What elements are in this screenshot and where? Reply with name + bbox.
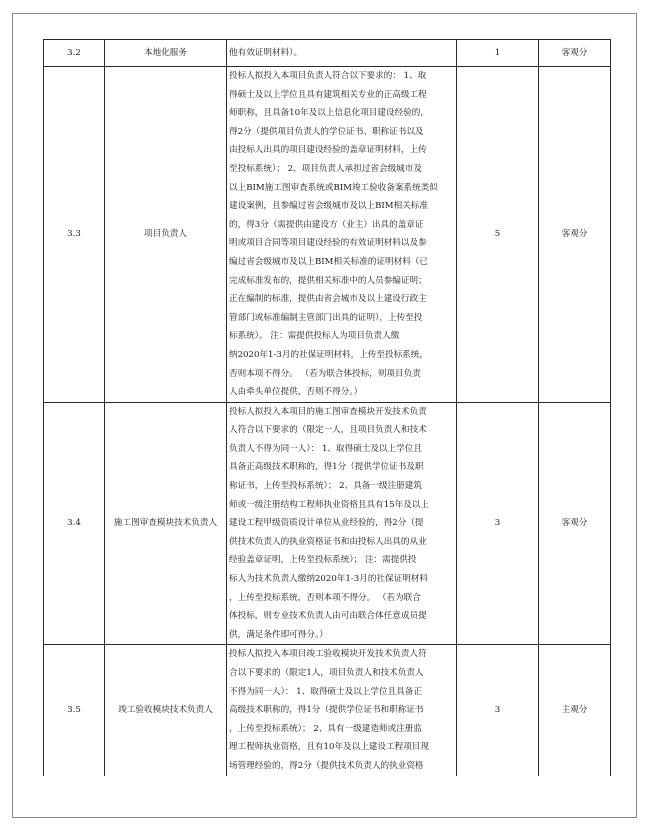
item-name: 项目负责人	[105, 67, 227, 403]
criteria-line: 负责人不得为同一人）： 1、取得硕士及以上学位且	[229, 443, 422, 454]
criteria-line: 建设案例，且参编过省会级城市及以上BIM相关标准	[229, 201, 428, 212]
criteria-line: 纳2020年1-3月的社保证明材料，上传至投标系统，	[229, 349, 428, 360]
table-row	[44, 402, 611, 645]
table-row	[44, 645, 611, 776]
criteria-line: 合以下要求的（限定1人，项目负责人和技术负责人	[229, 668, 424, 678]
table-row	[44, 40, 611, 67]
item-name: 本地化服务	[105, 40, 227, 67]
item-criteria	[227, 402, 457, 645]
item-points: 5	[457, 67, 539, 403]
criteria-line: 管部门或标准编制主管部门出具的证明），上传至投	[229, 312, 423, 323]
item-number: 3.3	[44, 67, 105, 403]
criteria-line: 场管理经验的，得2分（提供技术负责人的执业资格	[229, 760, 424, 771]
item-name: 施工图审查模块技术负责人	[105, 402, 227, 645]
item-score-type: 客观分	[539, 40, 611, 67]
criteria-line: 高级技术职称的，得1分（提供学位证书和职称证书	[229, 705, 424, 716]
criteria-line: 投标人拟投入本项目负责人符合以下要求的： 1、取	[229, 71, 427, 81]
item-name: 竣工验收模块技术负责人	[105, 645, 227, 776]
criteria-line: 的，得3分（需提供由建设方（业主）出具的盖章证	[229, 219, 424, 230]
criteria-line: 供技术负责人的执业资格证书和由投标人出具的从业	[229, 536, 427, 547]
criteria-line: 否则本项不得分。 （若为联合体投标，则项目负责	[229, 368, 421, 379]
item-criteria	[227, 645, 457, 776]
criteria-line: 供，满足条件即可得分。）	[229, 629, 328, 640]
item-criteria	[227, 40, 457, 67]
criteria-line: ，上传至投标系统，否则本项不得分。 （若为联合	[229, 592, 421, 603]
criteria-line: 具备正高级技术职称的，得1分（提供学位证书及职	[229, 462, 424, 473]
criteria-line: 称证书，上传至投标系统）； 2、具备一级注册建筑	[229, 481, 422, 492]
criteria-line: 理工程师执业资格，且有10年及以上建设工程项目现	[229, 742, 429, 753]
criteria-line: 师职称，且具备10年及以上信息化项目建设经验的，	[229, 108, 429, 119]
criteria-line: 人符合以下要求的（限定一人，且项目负责人和技术	[229, 425, 427, 436]
criteria-line: 得2分（提供项目负责人的学位证书、职称证书以及	[229, 126, 424, 137]
criteria-line: 体投标，则专业技术负责人由可由联合体任意成员提	[229, 611, 427, 622]
criteria-line: 不得为同一人）： 1、取得硕士及以上学位且具备正	[229, 686, 422, 697]
item-points: 3	[457, 402, 539, 645]
item-number: 3.2	[44, 40, 105, 67]
item-score-type: 客观分	[539, 67, 611, 403]
criteria-line: 标人为技术负责人缴纳2020年1-3月的社保证明材料	[229, 574, 428, 585]
item-points: 1	[457, 40, 539, 67]
criteria-line: 标系统）。 注：需提供投标人为项目负责人缴	[229, 331, 400, 342]
criteria-line: 师或一级注册结构工程师执业资格且具有15年及以上	[229, 499, 429, 510]
criteria-line: 完成标准发布的，提供相关标准中的人员参编证明；	[229, 275, 427, 286]
criteria-line: 明或项目合同等项目建设经验的有效证明材料以及参	[229, 238, 427, 249]
item-number: 3.4	[44, 402, 105, 645]
criteria-line: 至投标系统）； 2、项目负责人承担过省会级城市及	[229, 163, 422, 174]
criteria-line: 由投标人出具的项目建设经验的盖章证明材料，上传	[229, 145, 427, 156]
criteria-line: 正在编制的标准，提供由省会城市及以上建设行政主	[229, 294, 427, 305]
criteria-line: 他有效证明材料）。	[229, 47, 303, 58]
item-score-type: 主观分	[539, 645, 611, 776]
item-number: 3.5	[44, 645, 105, 776]
criteria-line: 经验盖章证明，上传至投标系统）； 注：需提供投	[229, 555, 417, 566]
criteria-line: ，上传至投标系统）； 2、具有一级建造师或注册监	[229, 723, 422, 734]
criteria-line: 编过省会级城市及以上BIM相关标准的证明材料（已	[229, 256, 428, 267]
scoring-table	[43, 39, 611, 776]
criteria-line: 投标人拟投入本项目竣工验收模块开发技术负责人符	[229, 649, 427, 660]
criteria-line: 建设工程甲级资质设计单位从业经验的，得2分（提	[229, 518, 424, 529]
item-criteria	[227, 67, 457, 403]
criteria-line: 以上BIM施工图审查系统或BIM竣工验收备案系统类似	[229, 182, 438, 193]
criteria-line: 得硕士及以上学位且具有建筑相关专业的正高级工程	[229, 89, 427, 100]
criteria-line: 人由牵头单位提供，否则不得分。）	[229, 387, 363, 398]
item-points: 3	[457, 645, 539, 776]
table-row	[44, 67, 611, 403]
item-score-type: 客观分	[539, 402, 611, 645]
criteria-line: 投标人拟投入本项目的施工图审查模块开发技术负责	[229, 406, 427, 417]
